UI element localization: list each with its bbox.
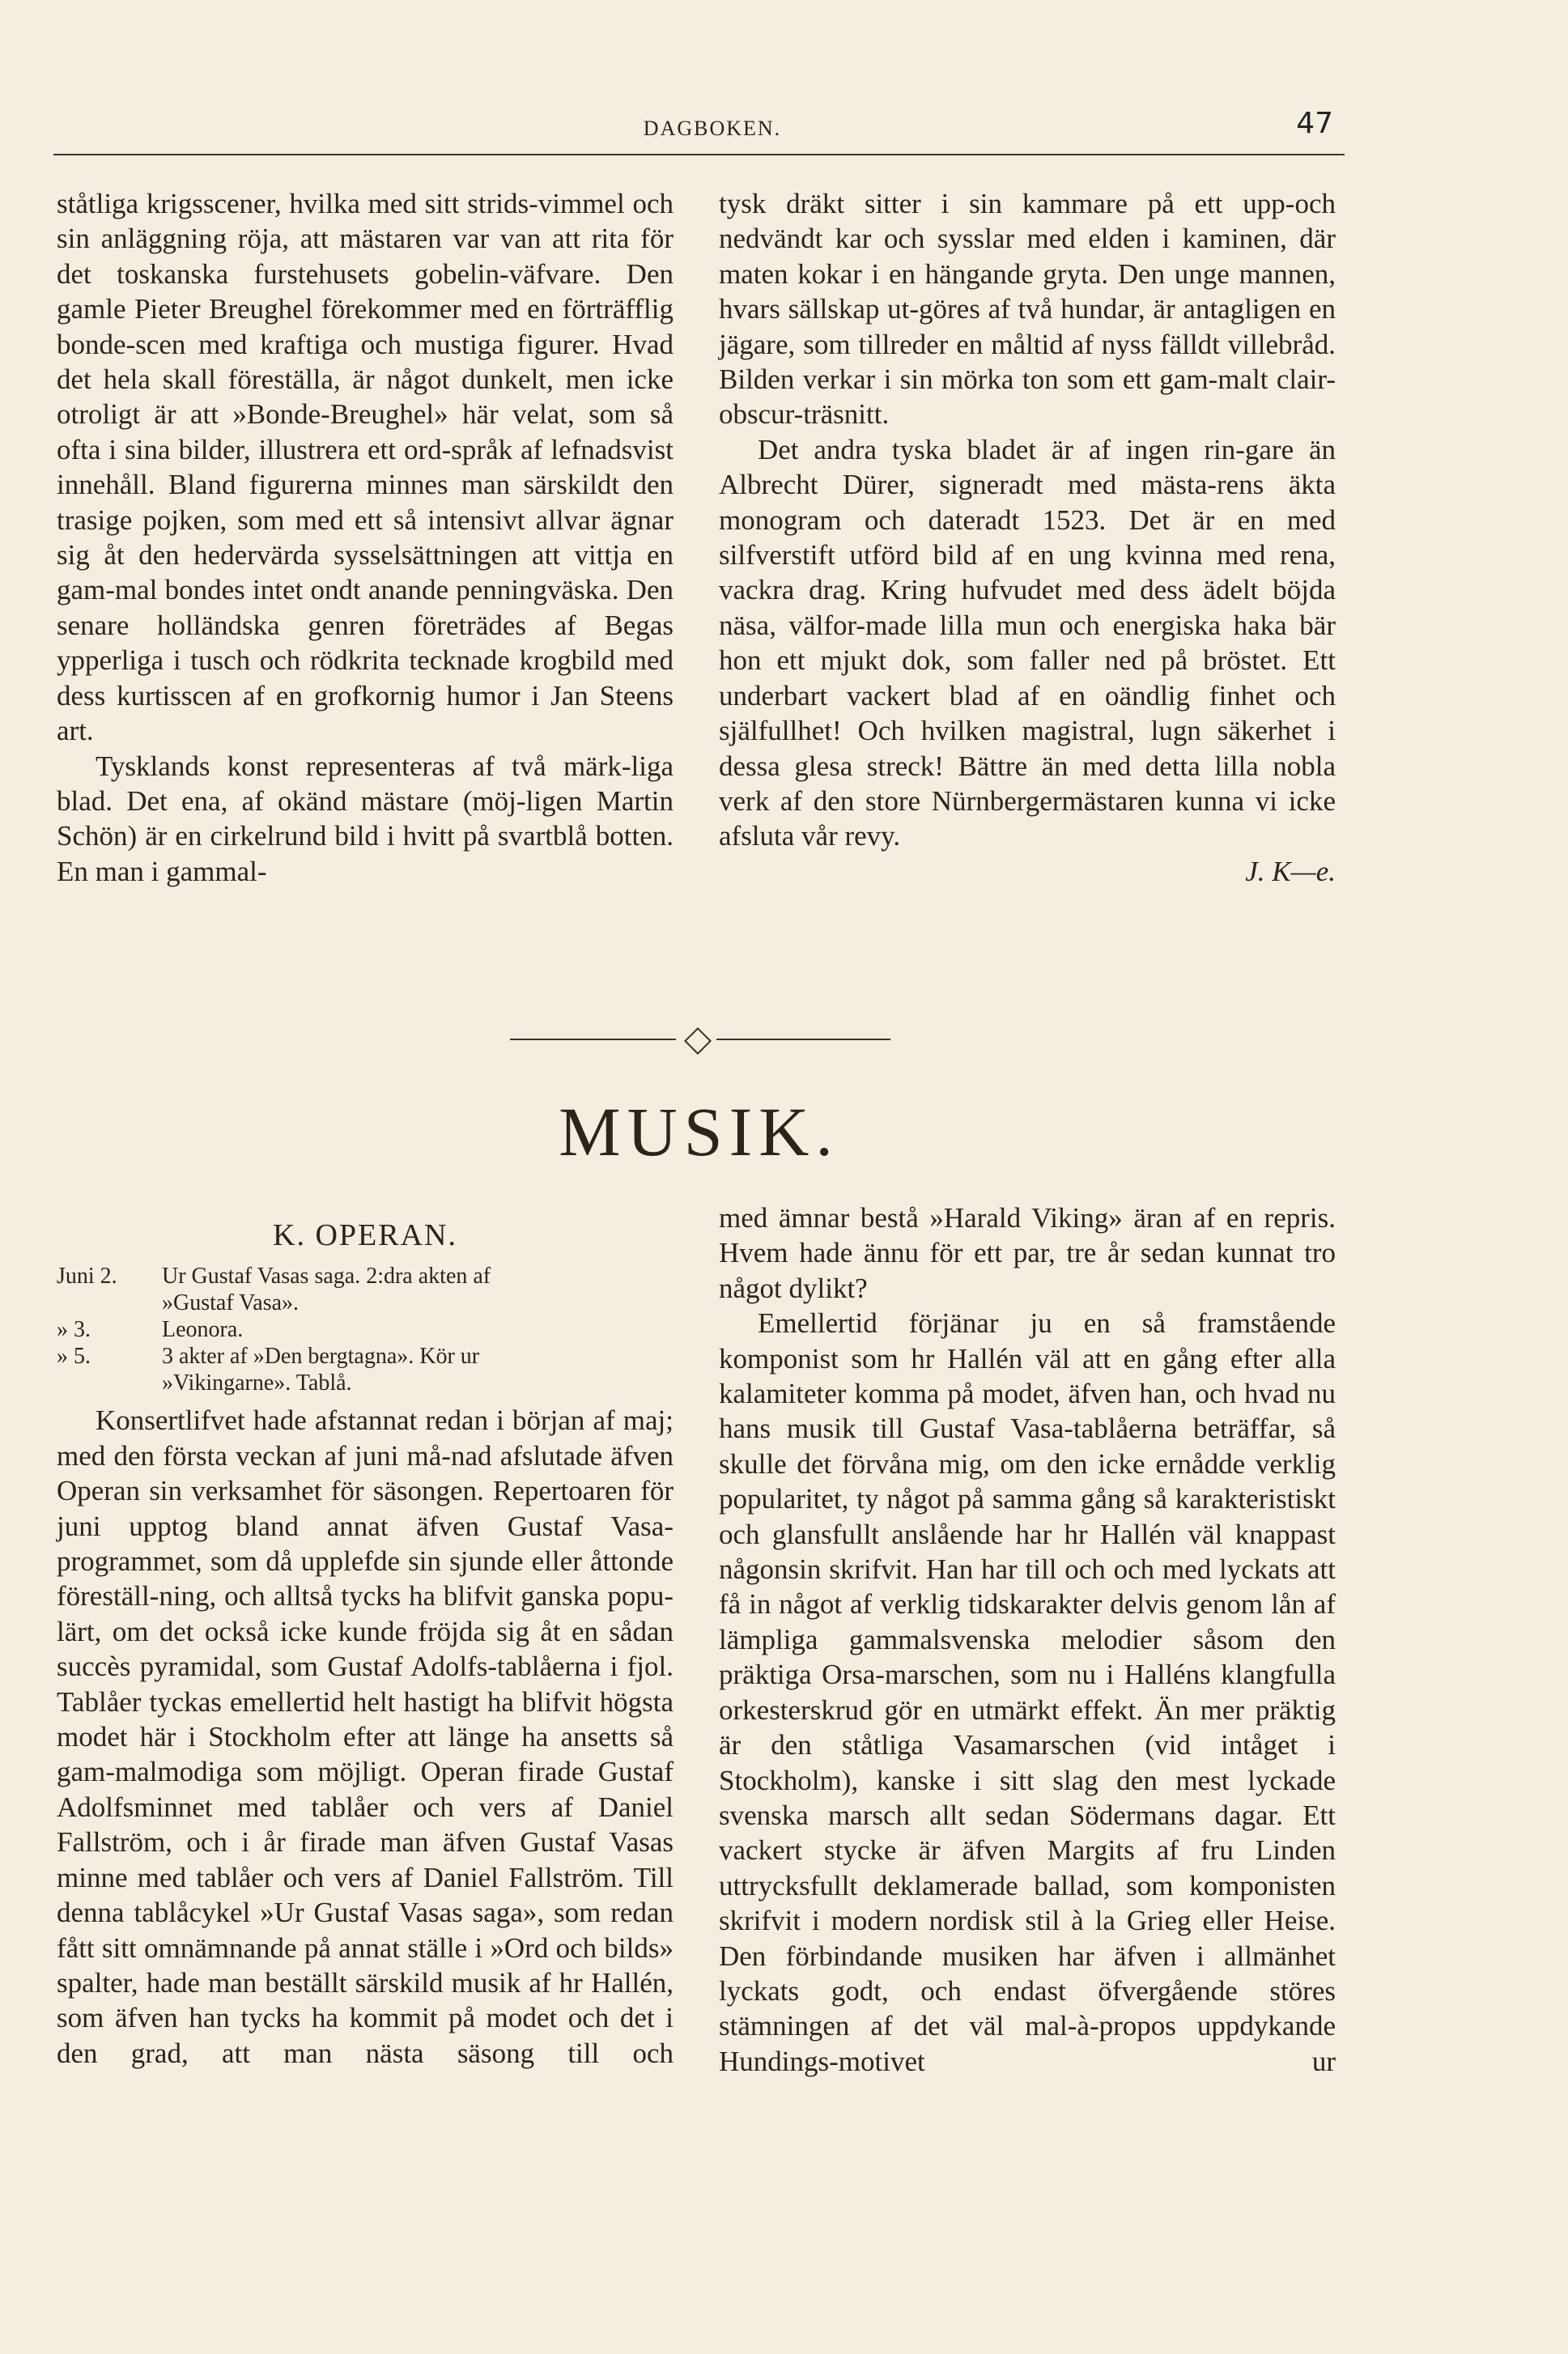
repertoire-date: Juni 2. — [57, 1264, 117, 1290]
art-review-paragraph: ståtliga krigsscener, hvilka med sitt strids-vimmel och sin anläggning röja, att mästaren var van att rita för det toskanska furstehusets gobelin-väfvare. Den gamle Pieter Breughel förekommer med en förträfflig bonde-scen med kraftiga och mustiga figurer. Hvad det hela skall föreställa, är något dunkelt, men icke otroligt är att »Bonde-Breughel» här velat, som så ofta i sina bilder, illustrera ett ord-språk af lefnadsvist innehåll. Bland figurerna minnes man särskildt den trasige pojken, som med ett så intensivt allvar ägnar sig åt den hedervärda sysselsättningen att vittja en gam-mal bondes intet ondt anande penningväska. Den senare holländska genren företrädes af Begas ypperliga i tusch och rödkrita tecknade krogbild med dess kurtisscen af en grofkornig humor i Jan Steens art. — [57, 188, 674, 747]
author-signature: J. K—e. — [1245, 855, 1336, 887]
repertoire-list — [57, 1263, 674, 1396]
repertoire-date: » 5. — [57, 1344, 91, 1370]
repertoire-title-continued: »Vikingarne». Tablå. — [162, 1370, 352, 1396]
music-paragraph: med ämnar bestå »Harald Viking» äran af en repris. Hvem hade ännu för ett par, tre år sedan kunnat tro något dylikt? — [719, 1202, 1336, 1304]
repertoire-entry — [57, 1263, 674, 1290]
music-left-column — [57, 1218, 674, 2071]
music-paragraph: Konsertlifvet hade afstannat redan i början af maj; med den första veckan af juni må-nad afslutade äfven Operan sin verksamhet för säsongen. Repertoaren för juni upptog bland annat äfven Gustaf Vasa-programmet, som då upplefde sin sjunde eller åttonde föreställ-ning, och alltså tycks ha blifvit ganska popu-lärt, om det också icke kunde fröjda sig åt en sådan succès pyramidal, som Gustaf Adolfs-tablåerna i fjol. Tablåer tyckas emellertid helt hastigt ha blifvit högsta modet här i Stockholm efter att länge ha ansetts så gam-malmodiga som möjligt. Operan firade Gustaf Adolfsminnet med tablåer och vers af Daniel Fallström, och i år firade man äfven Gustaf Vasas minne med tablåer och vers af Daniel Fallström. Till denna tablåcykel »Ur Gustaf Vasas saga», som redan fått sitt omnämnande på annat ställe i »Ord och bilds» spalter, hade man beställt särskild musik af hr Hallén, som äfven han tycks ha kommit på modet och det i den grad, att man nästa säsong till och — [57, 1404, 674, 2069]
section-divider-ornament — [510, 1028, 890, 1051]
art-review-paragraph: tysk dräkt sitter i sin kammare på ett upp-och nedvändt kar och sysslar med elden i kaminen, där maten kokar i en hängande gryta. Den unge mannen, hvars sällskap ut-göres af två hundar, är antagligen en jägare, som tillreder en måltid af nyss fälldt villebråd. Bilden verkar i sin mörka ton som ett gam-malt clair-obscur-träsnitt. — [719, 188, 1336, 431]
art-review-right-column — [719, 186, 1336, 889]
repertoire-entry — [57, 1343, 674, 1370]
repertoire-title: Ur Gustaf Vasas saga. 2:dra akten af — [162, 1264, 491, 1290]
running-title: DAGBOKEN. — [643, 117, 782, 140]
art-review-paragraph: Tysklands konst representeras af två märk-liga blad. Det ena, af okänd mästare (möj-ligen Martin Schön) är en cirkelrund bild i hvitt på svartblå botten. En man i gammal- — [57, 750, 674, 887]
diamond-ornament-icon — [684, 1027, 712, 1055]
section-title: MUSIK. — [559, 1093, 839, 1171]
art-review-paragraph: Det andra tyska bladet är af ingen rin-gare än Albrecht Dürer, signeradt med mästa-rens äkta monogram och dateradt 1523. Det är en med silfverstift utförd bild af en ung kvinna med rena, vackra drag. Kring hufvudet med dess ädelt böjda näsa, välfor-made lilla mun och energiska haka bär hon ett mjukt dok, som faller ned på bröstet. Ett underbart vackert blad af en oändlig finhet och själfullhet! Och hvilken magistral, lugn säkerhet i dessa glesa streck! Bättre än med detta lilla nobla verk af den store Nürnbergermästaren kunna vi icke afsluta vår revy. — [719, 433, 1336, 852]
music-paragraph: Emellertid förjänar ju en så framstående komponist som hr Hallén väl att en gång efter alla kalamiteter komma på modet, äfven han, och hvad nu hans musik till Gustaf Vasa-tablåerna beträffar, så skulle det förvåna mig, om den icke ernådde verklig popularitet, ty något på samma gång så karakteristiskt och glansfullt anslående har hr Hallén väl knappast någonsin skrifvit. Han har till och och med lyckats att få in något af verklig tidskarakter delvis genom lån af lämpliga gammalsvenska melodier såsom den präktiga Orsa-marschen, som nu i Halléns klangfulla orkesterskrud gör en utmärkt effekt. Än mer präktig är den ståtliga Vasamarschen (vid intåget i Stockholm), kanske i sitt slag den mest lyckade svenska marsch allt sedan Södermans dagar. Ett vackert stycke är äfven Margits af fru Linden uttrycksfullt deklamerade ballad, som komponisten skrifvit i modern nordisk stil à la Grieg eller Heise. Den förbindande musiken har äfven i allmänhet lyckats godt, och endast öfvergående störes stämningen af det väl mal-à-propos uppdykande Hundings-motivet ur — [719, 1307, 1336, 2077]
page-number: 47 — [1296, 107, 1333, 140]
repertoire-title-continued: »Gustaf Vasa». — [162, 1290, 300, 1316]
divider-rule-right — [716, 1039, 890, 1040]
repertoire-title: 3 akter af »Den bergtagna». Kör ur — [162, 1344, 480, 1370]
subsection-title: K. OPERAN. — [273, 1218, 457, 1252]
divider-rule-left — [510, 1039, 676, 1040]
repertoire-title: Leonora. — [162, 1317, 244, 1343]
art-review-left-column — [57, 186, 674, 889]
music-right-column — [719, 1200, 1336, 2079]
repertoire-date: » 3. — [57, 1317, 91, 1343]
running-head — [53, 97, 1345, 155]
repertoire-entry — [57, 1316, 674, 1343]
